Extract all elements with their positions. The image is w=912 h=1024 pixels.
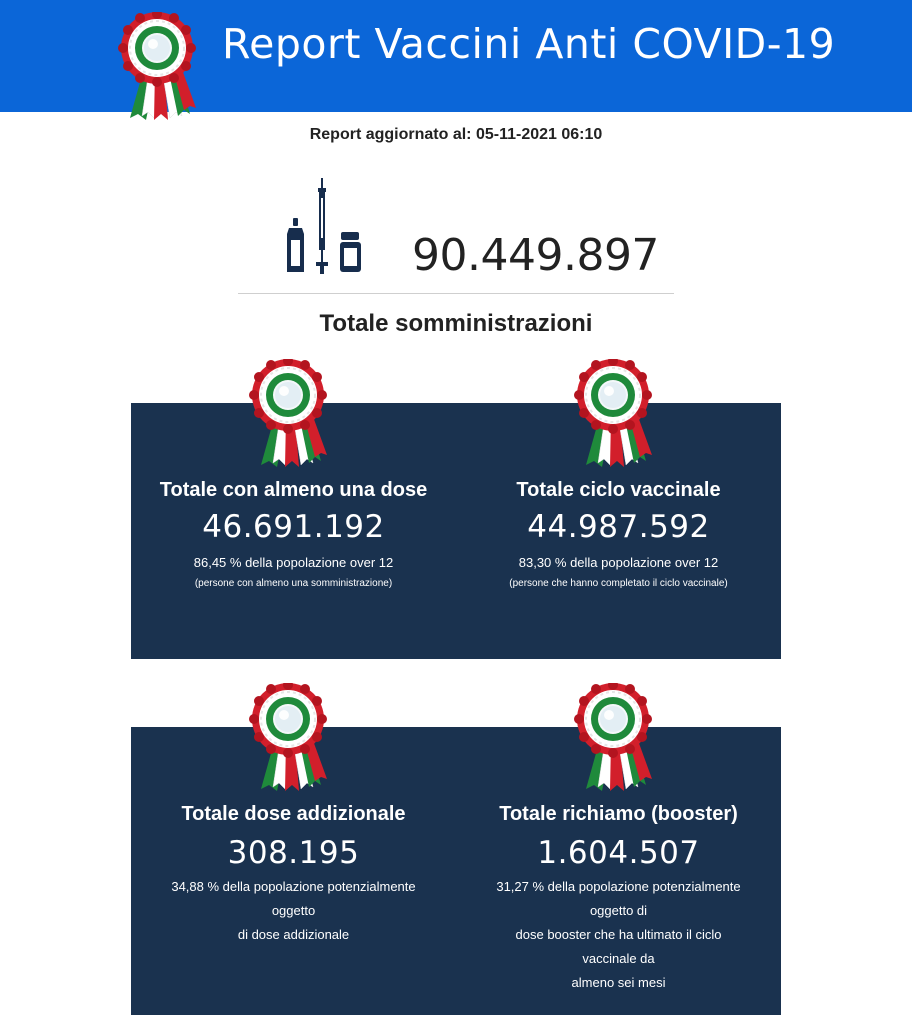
card-percentage-line: dose booster che ha ultimato il ciclo	[515, 927, 722, 942]
card-value: 44.987.592	[527, 509, 710, 545]
card-percentage-line: oggetto di	[589, 903, 648, 918]
card-percentage-line: 34,88 % della popolazione potenzialmente	[171, 879, 416, 894]
total-administrations-value: 90.449.897	[412, 230, 659, 281]
card-additional-dose	[131, 727, 456, 1015]
vaccine-vials-syringe-icon	[285, 178, 365, 276]
card-booster	[456, 727, 781, 1015]
card-value: 308.195	[227, 835, 360, 871]
card-title: Totale con almeno una dose	[159, 479, 428, 501]
card-percentage-line: vaccinale da	[582, 951, 655, 966]
page-title: Report Vaccini Anti COVID-19	[222, 20, 836, 68]
card-percentage-line: di dose addizionale	[237, 927, 350, 942]
card-percentage-line: almeno sei mesi	[571, 975, 666, 990]
header-bar	[0, 0, 912, 112]
card-percentage-line: oggetto	[271, 903, 316, 918]
card-first-dose	[131, 403, 456, 659]
report-updated-timestamp: 05-11-2021 06:10	[475, 126, 603, 143]
card-percentage: 86,45 % della popolazione over 12	[193, 555, 394, 570]
italian-cockade-logo	[118, 12, 196, 124]
card-percentage-line: 31,27 % della popolazione potenzialmente	[496, 879, 741, 894]
card-full-cycle	[456, 403, 781, 659]
card-title: Totale ciclo vaccinale	[516, 479, 721, 501]
stats-panel-secondary	[131, 727, 781, 1015]
stats-panel-primary	[131, 403, 781, 659]
card-percentage: 83,30 % della popolazione over 12	[518, 555, 719, 570]
card-title: Totale dose addizionale	[181, 803, 406, 825]
total-administrations-label: Totale somministrazioni	[319, 310, 593, 337]
card-note: (persone con almeno una somministrazione)	[194, 578, 393, 589]
report-updated-label: Report aggiornato al:	[309, 126, 472, 143]
card-note: (persone che hanno completato il ciclo vaccinale)	[509, 578, 728, 589]
card-value: 46.691.192	[202, 509, 385, 545]
report-updated-line	[0, 126, 912, 144]
card-value: 1.604.507	[537, 835, 700, 871]
divider	[238, 293, 674, 294]
card-title: Totale richiamo (booster)	[499, 803, 738, 825]
